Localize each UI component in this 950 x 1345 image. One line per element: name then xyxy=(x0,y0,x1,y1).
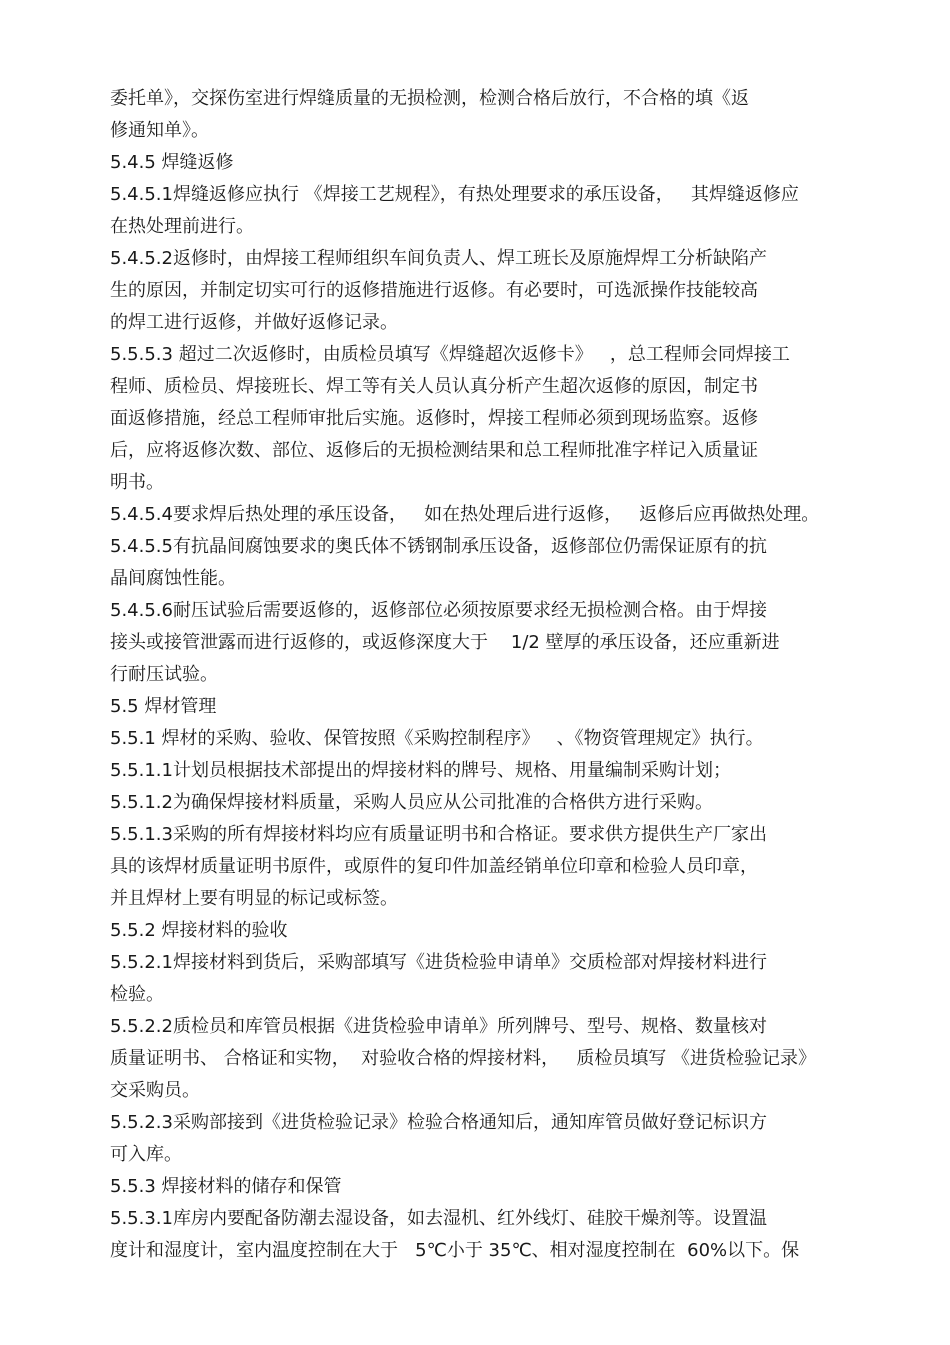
text-line: 质量证明书、 合格证和实物， 对验收合格的焊接材料， 质检员填写 《进货检验记录》 xyxy=(110,1048,817,1069)
text-line: 交采购员。 xyxy=(110,1080,200,1101)
text-line: 度计和湿度计，室内温度控制在大于 5℃小于 35℃、相对湿度控制在 60%以下。保 xyxy=(110,1240,800,1261)
text-line: 具的该焊材质量证明书原件，或原件的复印件加盖经销单位印章和检验人员印章， xyxy=(110,856,758,877)
text-line: 5.5.3.1库房内要配备防潮去湿设备，如去湿机、红外线灯、硅胶干燥剂等。设置温 xyxy=(110,1208,767,1229)
text-line: 后，应将返修次数、部位、返修后的无损检测结果和总工程师批准字样记入质量证 xyxy=(110,440,758,461)
section-heading: 5.5.3 焊接材料的储存和保管 xyxy=(110,1176,342,1197)
text-line: 晶间腐蚀性能。 xyxy=(110,568,236,589)
text-line: 5.5.2.2质检员和库管员根据《进货检验申请单》所列牌号、型号、规格、数量核对 xyxy=(110,1016,767,1037)
text-line: 的焊工进行返修，并做好返修记录。 xyxy=(110,312,398,333)
text-line: 5.5.2.3采购部接到《进货检验记录》检验合格通知后，通知库管员做好登记标识方 xyxy=(110,1112,767,1133)
text-line: 明书。 xyxy=(110,472,164,493)
text-line: 5.5.2.1焊接材料到货后，采购部填写《进货检验申请单》交质检部对焊接材料进行 xyxy=(110,952,767,973)
text-line: 在热处理前进行。 xyxy=(110,216,254,237)
text-line: 程师、质检员、焊接班长、焊工等有关人员认真分析产生超次返修的原因，制定书 xyxy=(110,376,758,397)
text-line: 委托单》，交探伤室进行焊缝质量的无损检测，检测合格后放行，不合格的填《返 xyxy=(110,88,749,109)
text-line: 5.5.1 焊材的采购、验收、保管按照《采购控制程序》 、《物资管理规定》执行。 xyxy=(110,728,764,749)
text-line: 5.5.1.2为确保焊接材料质量，采购人员应从公司批准的合格供方进行采购。 xyxy=(110,792,713,813)
text-line: 5.5.1.1计划员根据技术部提出的焊接材料的牌号、规格、用量编制采购计划； xyxy=(110,760,731,781)
text-line: 5.4.5.6耐压试验后需要返修的，返修部位必须按原要求经无损检测合格。由于焊接 xyxy=(110,600,767,621)
section-heading: 5.5.2 焊接材料的验收 xyxy=(110,920,288,941)
text-line: 可入库。 xyxy=(110,1144,182,1165)
text-line: 面返修措施，经总工程师审批后实施。返修时，焊接工程师必须到现场监察。返修 xyxy=(110,408,758,429)
text-line: 5.4.5.1焊缝返修应执行 《焊接工艺规程》，有热处理要求的承压设备， 其焊缝返修应 xyxy=(110,184,799,205)
text-line: 行耐压试验。 xyxy=(110,664,218,685)
text-line: 接头或接管泄露而进行返修的，或返修深度大于 1/2 壁厚的承压设备，还应重新进 xyxy=(110,632,780,653)
text-line: 5.5.5.3 超过二次返修时，由质检员填写《焊缝超次返修卡》 ，总工程师会同焊接工 xyxy=(110,344,790,365)
text-line: 生的原因，并制定切实可行的返修措施进行返修。有必要时，可选派操作技能较高 xyxy=(110,280,758,301)
text-line: 5.4.5.5有抗晶间腐蚀要求的奥氏体不锈钢制承压设备，返修部位仍需保证原有的抗 xyxy=(110,536,767,557)
text-line: 修通知单》。 xyxy=(110,120,209,141)
text-line: 并且焊材上要有明显的标记或标签。 xyxy=(110,888,398,909)
section-heading: 5.4.5 焊缝返修 xyxy=(110,152,234,173)
text-line: 5.5.1.3采购的所有焊接材料均应有质量证明书和合格证。要求供方提供生产厂家出 xyxy=(110,824,767,845)
section-heading: 5.5 焊材管理 xyxy=(110,696,217,717)
text-line: 5.4.5.4要求焊后热处理的承压设备， 如在热处理后进行返修， 返修后应再做热处理。 xyxy=(110,504,820,525)
text-line: 5.4.5.2返修时，由焊接工程师组织车间负责人、焊工班长及原施焊焊工分析缺陷产 xyxy=(110,248,767,269)
text-line: 检验。 xyxy=(110,984,164,1005)
